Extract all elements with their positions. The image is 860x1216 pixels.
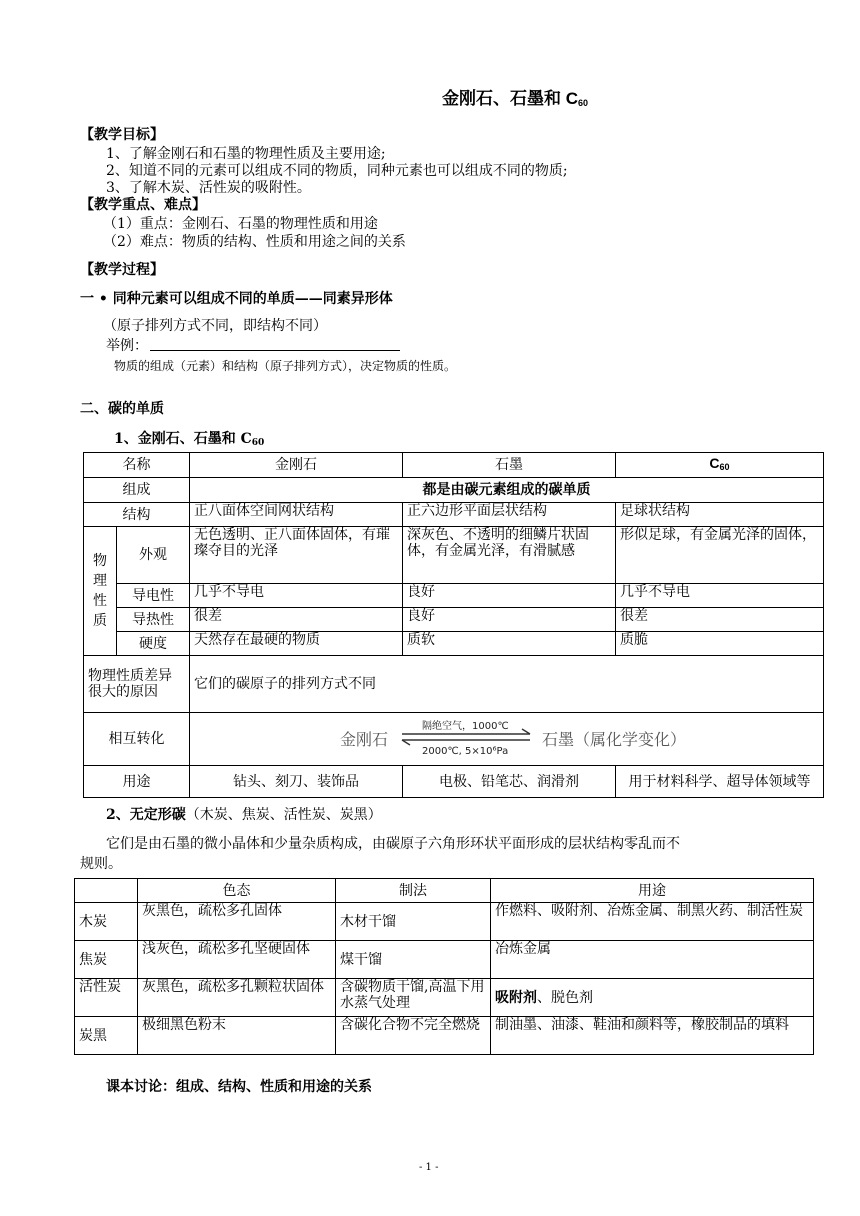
table-row bbox=[75, 903, 814, 941]
discussion-heading: 课本讨论：组成、结构、性质和用途的关系 bbox=[106, 1079, 372, 1095]
t2-row-name: 焦炭 bbox=[75, 941, 138, 979]
structure-diamond: 正八面体空间网状结构 bbox=[190, 503, 403, 527]
table-row bbox=[75, 941, 814, 979]
objective-item: 2、知道不同的元素可以组成不同的物质，同种元素也可以组成不同的物质; bbox=[106, 163, 568, 179]
t2-row-name: 木炭 bbox=[75, 903, 138, 941]
appearance-label: 外观 bbox=[117, 527, 190, 584]
t2-row-state: 极细黑色粉末 bbox=[138, 1017, 336, 1055]
hardness-label: 硬度 bbox=[117, 632, 190, 656]
reverse-arrow-head bbox=[402, 740, 410, 745]
conversion-equilibrium-diagram bbox=[190, 713, 824, 765]
section2-sub1-main: 1、金刚石、石墨和 C bbox=[114, 431, 252, 447]
conversion-left: 金刚石 bbox=[340, 732, 389, 749]
section2-heading: 二、碳的单质 bbox=[80, 401, 164, 417]
t2-row-method: 含碳物质干馏,高温下用水蒸气处理 bbox=[336, 979, 491, 1017]
reason-value: 它们的碳原子的排列方式不同 bbox=[190, 656, 824, 713]
t2-row-use-text: 作燃料、吸附剂、冶炼金属、制黑火药、制活性炭 bbox=[495, 903, 803, 919]
forward-arrow-head bbox=[522, 729, 530, 734]
conversion-bottom-condition: 2000℃, 5×10⁶Pa bbox=[422, 746, 509, 757]
t2-row-method: 木材干馏 bbox=[336, 903, 491, 941]
header-c60-sub: 60 bbox=[719, 462, 730, 472]
t2-header-blank bbox=[75, 879, 138, 903]
conductivity-graphite: 良好 bbox=[403, 584, 616, 608]
table-row bbox=[75, 1017, 814, 1055]
t2-header-state: 色态 bbox=[138, 879, 336, 903]
section1-heading: 一 • 同种元素可以组成不同的单质——同素异形体 bbox=[80, 291, 393, 307]
t2-row-method: 煤干馏 bbox=[336, 941, 491, 979]
objective-item: 1、了解金刚石和石墨的物理性质及主要用途; bbox=[106, 146, 386, 162]
conversion-top-condition: 隔绝空气，1000℃ bbox=[422, 721, 509, 732]
appearance-graphite: 深灰色、不透明的细鳞片状固体，有金属光泽，有滑腻感 bbox=[403, 527, 616, 584]
hardness-c60: 质脆 bbox=[616, 632, 824, 656]
t2-row-name: 活性炭 bbox=[75, 979, 138, 1017]
composition-label: 组成 bbox=[84, 478, 190, 503]
page-number: - 1 - bbox=[419, 1162, 439, 1173]
reason-label: 物理性质差异很大的原因 bbox=[84, 656, 190, 713]
table-row bbox=[75, 979, 814, 1017]
process-heading: 【教学过程】 bbox=[80, 262, 164, 278]
t2-row-use-text: 冶炼金属 bbox=[495, 941, 551, 957]
conversion-label: 相互转化 bbox=[84, 713, 190, 766]
physical-properties-label bbox=[84, 527, 117, 656]
structure-graphite: 正六边形平面层状结构 bbox=[403, 503, 616, 527]
keypoints-heading: 【教学重点、难点】 bbox=[80, 197, 206, 213]
uses-label: 用途 bbox=[84, 766, 190, 798]
amorphous-carbon-table bbox=[74, 878, 814, 1055]
uses-c60: 用于材料科学、超导体领域等 bbox=[616, 766, 824, 798]
section2-2-heading-rest: （木炭、焦炭、活性炭、炭黑） bbox=[185, 807, 382, 823]
section1-note: （原子排列方式不同，即结构不同） bbox=[103, 318, 327, 334]
title-main: 金刚石、石墨和 C bbox=[442, 89, 578, 108]
thermal-c60: 很差 bbox=[616, 608, 824, 632]
section2-sub1-sub: 60 bbox=[251, 438, 265, 448]
section2-2-paragraph-line2: 规则。 bbox=[80, 856, 122, 872]
conductivity-diamond: 几乎不导电 bbox=[190, 584, 403, 608]
section2-2-heading bbox=[106, 804, 382, 824]
appearance-diamond: 无色透明、正八面体固体，有璀璨夺目的光泽 bbox=[190, 527, 403, 584]
t2-row-use-bold: 吸附剂 bbox=[495, 989, 537, 1006]
section2-2-heading-bold: 2、无定形碳 bbox=[106, 807, 186, 823]
t2-row-name: 炭黑 bbox=[75, 1017, 138, 1055]
structure-c60: 足球状结构 bbox=[616, 503, 824, 527]
uses-graphite: 电极、铅笔芯、润滑剂 bbox=[403, 766, 616, 798]
carbon-allotropes-table bbox=[83, 452, 824, 798]
hardness-diamond: 天然存在最硬的物质 bbox=[190, 632, 403, 656]
t2-header-method: 制法 bbox=[336, 879, 491, 903]
thermal-graphite: 良好 bbox=[403, 608, 616, 632]
composition-value: 都是由碳元素组成的碳单质 bbox=[190, 478, 824, 503]
page-title bbox=[442, 84, 588, 109]
thermal-diamond: 很差 bbox=[190, 608, 403, 632]
header-graphite: 石墨 bbox=[403, 453, 616, 478]
t2-row-use-text: 制油墨、油漆、鞋油和颜料等，橡胶制品的填料 bbox=[495, 1017, 789, 1033]
keypoint-item: （2）难点：物质的结构、性质和用途之间的关系 bbox=[103, 234, 406, 250]
conversion-diagram bbox=[190, 713, 824, 766]
title-sub: 60 bbox=[578, 98, 589, 108]
section1-example-label: 举例： bbox=[106, 338, 148, 354]
section1-conclusion: 物质的组成（元素）和结构（原子排列方式），决定物质的性质。 bbox=[114, 359, 457, 373]
objectives-heading: 【教学目标】 bbox=[80, 127, 164, 143]
objective-item: 3、了解木炭、活性炭的吸附性。 bbox=[106, 180, 311, 196]
t2-row-use bbox=[491, 979, 814, 1017]
header-c60 bbox=[616, 453, 824, 478]
section2-sub1 bbox=[114, 428, 264, 448]
t2-header-use: 用途 bbox=[491, 879, 814, 903]
t2-row-use bbox=[491, 1017, 814, 1055]
t2-row-use-text: 、脱色剂 bbox=[537, 989, 593, 1006]
section2-2-paragraph-line1: 它们是由石墨的微小晶体和少量杂质构成，由碳原子六角形环状平面形成的层状结构零乱而不 bbox=[106, 836, 680, 852]
header-diamond: 金刚石 bbox=[190, 453, 403, 478]
conversion-right: 石墨（属化学变化） bbox=[542, 732, 687, 749]
t2-row-use bbox=[491, 941, 814, 979]
t2-row-state: 灰黑色，疏松多孔颗粒状固体 bbox=[138, 979, 336, 1017]
hardness-graphite: 质软 bbox=[403, 632, 616, 656]
example-blank-line bbox=[150, 350, 400, 351]
t2-row-method: 含碳化合物不完全燃烧 bbox=[336, 1017, 491, 1055]
t2-row-state: 浅灰色，疏松多孔坚硬固体 bbox=[138, 941, 336, 979]
t2-row-use bbox=[491, 903, 814, 941]
header-name: 名称 bbox=[84, 453, 190, 478]
uses-diamond: 钻头、刻刀、装饰品 bbox=[190, 766, 403, 798]
structure-label: 结构 bbox=[84, 503, 190, 527]
thermal-label: 导热性 bbox=[117, 608, 190, 632]
header-c60-main: C bbox=[709, 455, 720, 471]
physical-properties-text: 物理性质 bbox=[93, 553, 107, 629]
t2-row-state: 灰黑色，疏松多孔固体 bbox=[138, 903, 336, 941]
conductivity-label: 导电性 bbox=[117, 584, 190, 608]
appearance-c60: 形似足球，有金属光泽的固体， bbox=[616, 527, 824, 584]
conductivity-c60: 几乎不导电 bbox=[616, 584, 824, 608]
keypoint-item: （1）重点：金刚石、石墨的物理性质和用途 bbox=[103, 216, 378, 232]
